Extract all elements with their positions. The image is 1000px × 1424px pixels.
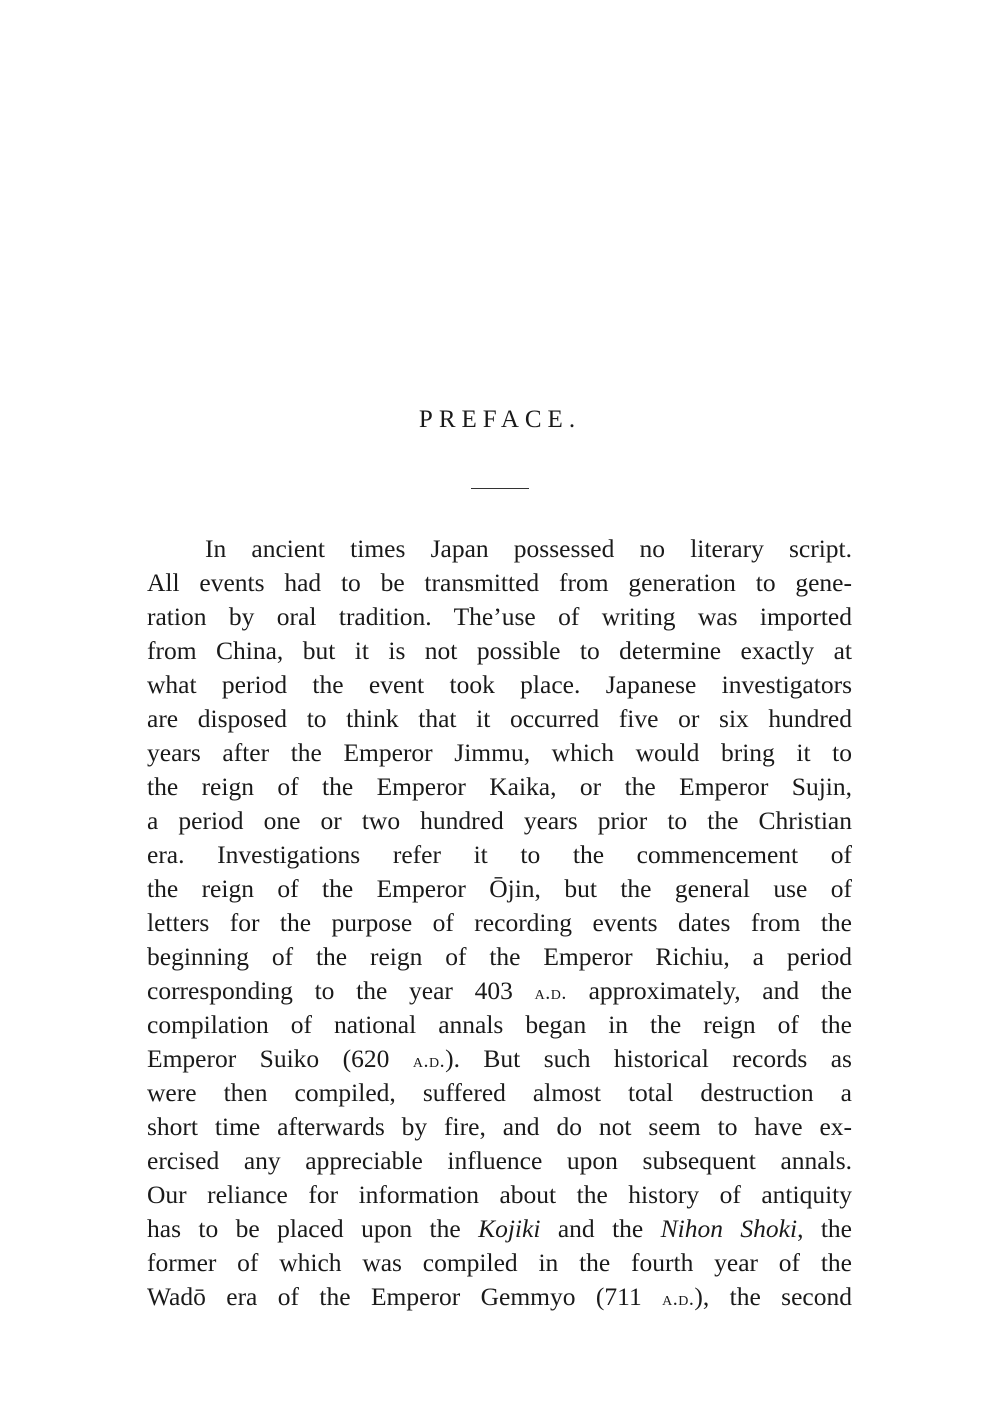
- text-line: from China, but it is not possible to determine exactly at: [147, 636, 852, 665]
- text-fragment: ), the second: [694, 1282, 852, 1311]
- text-fragment: approximately, and the: [566, 976, 852, 1005]
- text-line: All events had to be transmitted from generation to gene-: [147, 568, 852, 597]
- text-line: [147, 1042, 852, 1076]
- text-line: compilation of national annals began in the reign of the: [147, 1010, 852, 1039]
- text-line: beginning of the reign of the Emperor Richiu, a period: [147, 942, 852, 971]
- text-line: [147, 974, 852, 1008]
- text-fragment: , the: [797, 1214, 853, 1243]
- heading-divider: [471, 488, 529, 489]
- text-line: the reign of the Emperor Ōjin, but the general use of: [147, 874, 852, 903]
- text-line: ercised any appreciable influence upon subsequent annals.: [147, 1146, 852, 1175]
- era-abbreviation: a.d.: [662, 1288, 695, 1310]
- text-line: former of which was compiled in the fourth year of the: [147, 1248, 852, 1277]
- text-line: Our reliance for information about the history of antiquity: [147, 1180, 852, 1209]
- text-line: [147, 1212, 852, 1246]
- text-fragment: has to be placed upon the: [147, 1214, 479, 1243]
- text-fragment: Emperor Suiko (620: [147, 1044, 413, 1073]
- book-title-kojiki: Kojiki: [478, 1214, 541, 1243]
- text-fragment: corresponding to the year 403: [147, 976, 535, 1005]
- text-fragment: Wadō era of the Emperor Gemmyo (711: [147, 1282, 663, 1311]
- text-line: In ancient times Japan possessed no literary script.: [205, 534, 852, 563]
- text-line: [147, 1280, 852, 1314]
- text-line: are disposed to think that it occurred five or six hundred: [147, 704, 852, 733]
- text-line: the reign of the Emperor Kaika, or the Emperor Sujin,: [147, 772, 852, 801]
- era-abbreviation: a.d.: [412, 1050, 446, 1072]
- text-fragment: ). But such historical records as: [445, 1044, 852, 1073]
- text-line: were then compiled, suffered almost total destruction a: [147, 1078, 852, 1107]
- text-line: era. Investigations refer it to the commencement of: [147, 840, 852, 869]
- preface-heading: PREFACE.: [418, 406, 582, 433]
- text-line: what period the event took place. Japanese investigators: [147, 670, 852, 699]
- text-line: letters for the purpose of recording events dates from the: [147, 908, 852, 937]
- book-title-nihon-shoki: Nihon Shoki: [660, 1214, 798, 1243]
- text-line: a period one or two hundred years prior to the Christian: [147, 806, 852, 835]
- text-fragment: and the: [540, 1214, 661, 1243]
- text-line: years after the Emperor Jimmu, which would bring it to: [147, 738, 852, 767]
- text-line: ration by oral tradition. The’use of writing was imported: [147, 602, 852, 631]
- preface-body: [147, 532, 852, 1314]
- text-line: short time afterwards by fire, and do not seem to have ex-: [147, 1112, 852, 1141]
- era-abbreviation: a.d.: [534, 982, 567, 1004]
